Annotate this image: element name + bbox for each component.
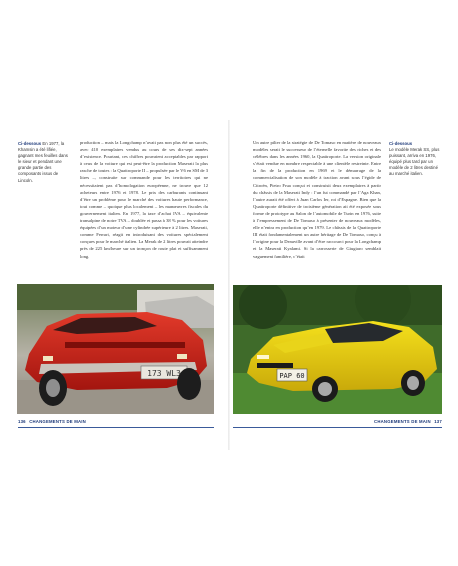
left-body-column <box>80 139 208 269</box>
left-footer-rule <box>18 427 214 428</box>
right-footer-title: CHANGEMENTS DE MAIN <box>374 419 431 424</box>
right-page-number: 137 <box>434 419 442 424</box>
right-caption-text: Le modèle Merak SS, plus puissant, arriva en 1976, équipé plus tard par un modèle de 2 litres destiné au marché italien. <box>389 147 440 177</box>
left-caption-text: En 1977, la Khamsin a été lifiée, gagnant mes feuilles dans le sieur et pendant une grande partie des composants issus de Lincoln. <box>18 141 68 183</box>
yellow-car-illustration <box>233 285 442 414</box>
left-page-number: 136 <box>18 419 26 424</box>
left-body-text: production – mais la Longchamp n’avait pas non plus été un succès, avec 410 exemplaires vendus au cours de ses dix-sept années d’existence. Pourtant, ces chiffres pouvaient acceptables par rapport à ceux de la voiture qui est peut-être la production Maserati la plus rasche de toutes : la Quattroporte II – propulsée par le V6 en SM de 3 litres –, construite sur commande pour les territoires qui ne nécessitaient pas d’homologation européenne, ne trouve que 12 acheteurs entre 1976 et 1978. Le prix des carburants continuant d’être un problème pour le marché des voitures haute performance, tout comme – quoique plus localement – les manœuvres fiscales du gouvernement italien. En 1977, la taxe d’achat IVA – équivalente transalpine de notre TVA – doublée et passa à 38 % pour les voitures équipées d’un moteur d’une cylindrée supérieure à 2 litres. Maserati, comme Ferrari, réagit en introduisant des voitures spécialement conçues pour le marché italien. La Merak de 2 litres pouvait atteindre près de 225 km/heure sur un tronçon de route plat et suffisamment long. <box>80 140 208 259</box>
right-footer-rule <box>233 427 442 428</box>
right-photo-yellow-car <box>233 285 442 414</box>
right-photo-plate: PAP 60 <box>279 372 305 380</box>
left-caption-title: Ci-dessous <box>18 141 42 146</box>
left-footer-title: CHANGEMENTS DE MAIN <box>29 419 86 424</box>
left-photo-plate: 173 WL3 <box>147 369 181 378</box>
left-caption <box>18 141 68 184</box>
right-footer <box>342 419 442 427</box>
right-body-text: Un autre pilier de la stratégie de De Tomaso en matière de nouveaux modèles serait le successeur de l’éternelle favorite des riches et des célèbres dans les années 1960, la Quattroporte. La version originale s’était vendue en nombre respectable à une clientèle restreinte. Entre la fin de la production en 1969 et le démarrage de la commercialisation de son modèle à traction avant sous l’égide de Citroën, Pietro Frua conçut et construisit deux exemplaires à partir du châssis de la Maserati Indy : l’un fut commandé par l’Aga Khan, l’autre aurait été offert à Juan Carlos Ier, roi d’Espagne. Bien que la Quattroporte définitive de troisième génération ait été exposée sous forme de prototype au Salon de l’automobile de Turin en 1976, suite à l’empressement de De Tomaso à présenter de nouveaux modèles, elle n’entra en production qu’en 1979. Le châssis de la Quattroporte III était fondamentalement un autre héritage de De Tomaso, conçu à l’origine pour la Deauville avant d’être raccourci pour la Longchamp et la Maserati Kyalami. Si la carrosserie de Giugiaro semblait vaguement familière, c’était <box>253 140 381 259</box>
right-caption <box>389 141 441 178</box>
right-caption-title: Ci-dessous <box>389 141 413 146</box>
left-photo-red-car <box>17 284 214 414</box>
left-footer <box>18 419 86 427</box>
right-body-column <box>253 139 381 275</box>
red-car-illustration <box>17 284 214 414</box>
book-gutter <box>228 120 230 450</box>
